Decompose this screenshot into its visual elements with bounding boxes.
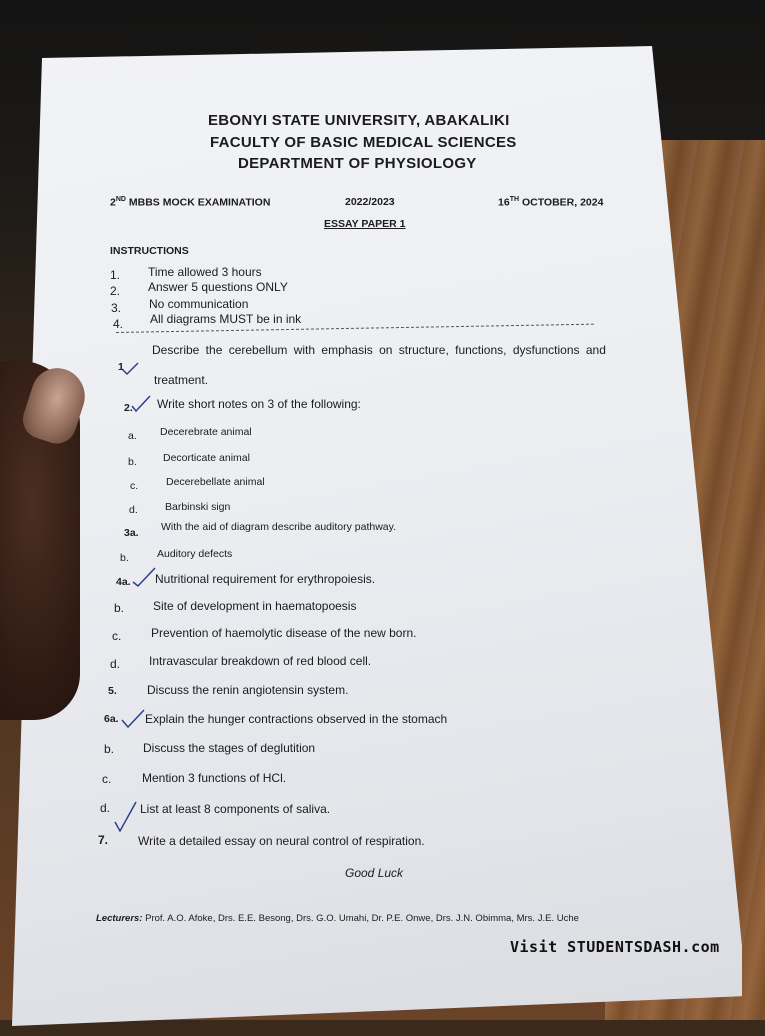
sub-question-letter: d. [110, 657, 121, 671]
sub-question-text: Discuss the stages of deglutition [143, 741, 316, 755]
question-text: Discuss the renin angiotensin system. [147, 683, 349, 697]
question-number: 5. [108, 685, 117, 697]
sub-question-text: Decorticate animal [163, 452, 250, 464]
pen-checkmark-icon [112, 800, 138, 834]
sub-question-text: Auditory defects [157, 548, 233, 560]
sub-question-letter: b. [120, 552, 129, 564]
exam-date: 16TH OCTOBER, 2024 [498, 196, 604, 209]
instruction-text: No communication [149, 297, 249, 311]
sub-question-letter: d. [129, 504, 138, 516]
sub-question-text: Mention 3 functions of HCl. [142, 771, 287, 785]
sub-question-letter: c. [130, 480, 139, 492]
watermark-text: Visit STUDENTSDASH.com [510, 938, 720, 956]
question-text: Describe the cerebellum with emphasis on structure, functions, dysfunctions and [152, 343, 606, 357]
paper-title: ESSAY PAPER 1 [324, 218, 406, 230]
sub-question-text: Site of development in haematopoesis [153, 599, 357, 613]
lecturers-label: Lecturers: [96, 913, 143, 924]
exam-level: 2ND MBBS MOCK EXAMINATION [110, 196, 271, 209]
sub-question-text: Prevention of haemolytic disease of the new born. [151, 626, 417, 640]
question-number: 4a. [116, 576, 131, 588]
sub-question-text: Decerebrate animal [160, 426, 252, 438]
sub-question-letter: c. [102, 772, 112, 786]
question-text: Write a detailed essay on neural control of respiration. [138, 834, 425, 848]
university-name: EBONYI STATE UNIVERSITY, ABAKALIKI [208, 112, 510, 129]
sub-question-text: Barbinski sign [165, 501, 231, 513]
sub-question-letter: b. [114, 601, 125, 615]
instructions-title: INSTRUCTIONS [110, 245, 189, 257]
pen-checkmark-icon [120, 362, 140, 376]
department-name: DEPARTMENT OF PHYSIOLOGY [238, 155, 477, 172]
question-text: Nutritional requirement for erythropoiesis. [155, 572, 376, 586]
question-text: With the aid of diagram describe auditory pathway. [161, 521, 397, 533]
instruction-item: 4. [113, 317, 124, 331]
sub-question-letter: a. [128, 430, 137, 442]
instruction-text: Answer 5 questions ONLY [148, 280, 288, 294]
question-text-cont: treatment. [154, 373, 209, 387]
sub-question-text: Intravascular breakdown of red blood cell. [149, 654, 372, 668]
instruction-item: 1. [110, 268, 121, 282]
question-number: 6a. [104, 713, 119, 725]
pen-checkmark-icon [131, 566, 157, 588]
sub-question-letter: b. [104, 742, 115, 756]
question-number: 2. [124, 402, 133, 414]
instruction-text: All diagrams MUST be in ink [150, 312, 302, 326]
instruction-text: Time allowed 3 hours [148, 265, 262, 279]
question-number: 1 [118, 361, 124, 373]
faculty-name: FACULTY OF BASIC MEDICAL SCIENCES [210, 134, 517, 151]
exam-session: 2022/2023 [345, 196, 395, 208]
sub-question-letter: d. [100, 801, 111, 815]
sub-question-text: List at least 8 components of saliva. [140, 802, 331, 816]
instruction-item: 3. [111, 301, 122, 315]
pen-checkmark-icon [120, 708, 146, 730]
instruction-item: 2. [110, 284, 121, 298]
pen-checkmark-icon [130, 394, 152, 414]
question-number: 3a. [124, 527, 139, 539]
sub-question-text: Decerebellate animal [166, 476, 265, 488]
question-text: Explain the hunger contractions observed in the stomach [145, 712, 448, 726]
question-number: 7. [98, 833, 109, 847]
question-text: Write short notes on 3 of the following: [157, 397, 361, 411]
lecturers-names: Prof. A.O. Afoke, Drs. E.E. Besong, Drs. G.O. Umahi, Dr. P.E. Onwe, Drs. J.N. Obimma, Mrs. J.E. Uche [142, 913, 579, 924]
lecturers-line [96, 913, 579, 924]
sub-question-letter: c. [112, 629, 122, 643]
closing-text: Good Luck [345, 866, 404, 880]
sub-question-letter: b. [128, 456, 137, 468]
